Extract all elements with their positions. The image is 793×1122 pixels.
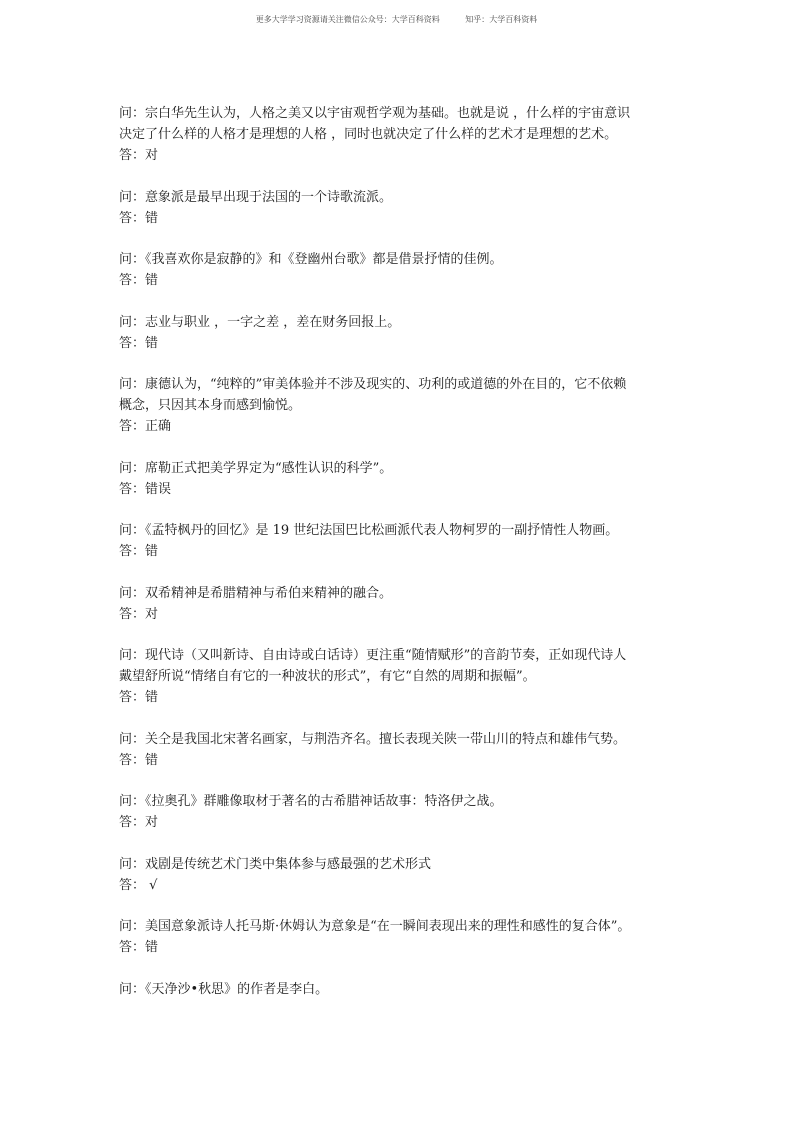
qa-item xyxy=(119,520,689,562)
qa-item xyxy=(119,458,689,500)
question-text: 问：现代诗（又叫新诗、自由诗或白话诗）更注重“随情赋形”的音韵节奏，正如现代诗人 xyxy=(119,648,627,663)
qa-item xyxy=(119,854,689,896)
answer-text: 答：对 xyxy=(119,815,159,830)
qa-item xyxy=(119,312,689,354)
question-text: 问：宗白华先生认为，人格之美又以宇宙观哲学观为基础。也就是说 ，什么样的宇宙意识 xyxy=(119,106,631,121)
answer-text: 答：错 xyxy=(119,940,159,955)
question-text: 决定了什么样的人格才是理想的人格 ，同时也就决定了什么样的艺术才是理想的艺术。 xyxy=(119,127,618,142)
qa-item xyxy=(119,791,689,833)
answer-text: 答：对 xyxy=(119,148,159,163)
question-text: 问：《我喜欢你是寂静的》和《登幽州台歌》都是借景抒情的佳例。 xyxy=(119,252,503,267)
qa-list xyxy=(119,103,689,1020)
answer-text: 答： √ xyxy=(119,877,158,893)
answer-text: 答：错误 xyxy=(119,481,172,497)
question-text: 问：康德认为，“纯粹的”审美体验并不涉及现实的、功利的或道德的外在目的，它不依赖 xyxy=(119,377,627,392)
question-text: 问：意象派是最早出现于法国的一个诗歌流派。 xyxy=(119,189,393,205)
answer-text: 答：错 xyxy=(119,690,159,705)
answer-text: 答：错 xyxy=(119,335,159,351)
page-header xyxy=(0,14,793,25)
question-text: 问：双希精神是希腊精神与希伯来精神的融合。 xyxy=(119,585,393,601)
qa-item xyxy=(119,729,689,771)
question-text: 概念，只因其本身而感到愉悦。 xyxy=(119,398,302,413)
answer-text: 答：错 xyxy=(119,273,159,288)
qa-item xyxy=(119,103,689,166)
answer-text: 答：对 xyxy=(119,606,159,622)
answer-text: 答：错 xyxy=(119,752,159,768)
question-text: 问：志业与职业 ，一字之差 ，差在财务回报上。 xyxy=(119,314,401,330)
question-text: 问：席勒正式把美学界定为“感性认识的科学”。 xyxy=(119,460,393,476)
answer-text: 答：错 xyxy=(119,544,159,559)
header-zhihu-notice: 知乎：大学百科资料 xyxy=(465,15,538,24)
question-text: 问：关仝是我国北宋著名画家，与荆浩齐名。擅长表现关陕一带山川的特点和雄伟气势。 xyxy=(119,731,627,747)
question-text: 问：《天净沙•秋思》的作者是李白。 xyxy=(119,981,329,997)
qa-item xyxy=(119,979,689,1000)
question-text: 戴望舒所说“情绪自有它的一种波状的形式”，有它“自然的周期和振幅”。 xyxy=(119,669,536,684)
question-text: 问：《拉奥孔》群雕像取材于著名的古希腊神话故事：特洛伊之战。 xyxy=(119,794,503,809)
qa-item xyxy=(119,583,689,625)
answer-text: 答：错 xyxy=(119,210,159,226)
qa-item xyxy=(119,916,689,958)
qa-item xyxy=(119,645,689,708)
question-text: 问：美国意象派诗人托马斯·休姆认为意象是“在一瞬间表现出来的理性和感性的复合体”。 xyxy=(119,919,631,934)
qa-item xyxy=(119,249,689,291)
answer-text: 答：正确 xyxy=(119,419,172,434)
qa-item xyxy=(119,374,689,437)
qa-item xyxy=(119,187,689,229)
question-text: 问：戏剧是传统艺术门类中集体参与感最强的艺术形式 xyxy=(119,856,432,872)
header-wechat-notice: 更多大学学习资源请关注微信公众号：大学百科资料 xyxy=(255,15,440,24)
question-text: 问：《孟特枫丹的回忆》是 19 世纪法国巴比松画派代表人物柯罗的一副抒情性人物画。 xyxy=(119,523,619,538)
